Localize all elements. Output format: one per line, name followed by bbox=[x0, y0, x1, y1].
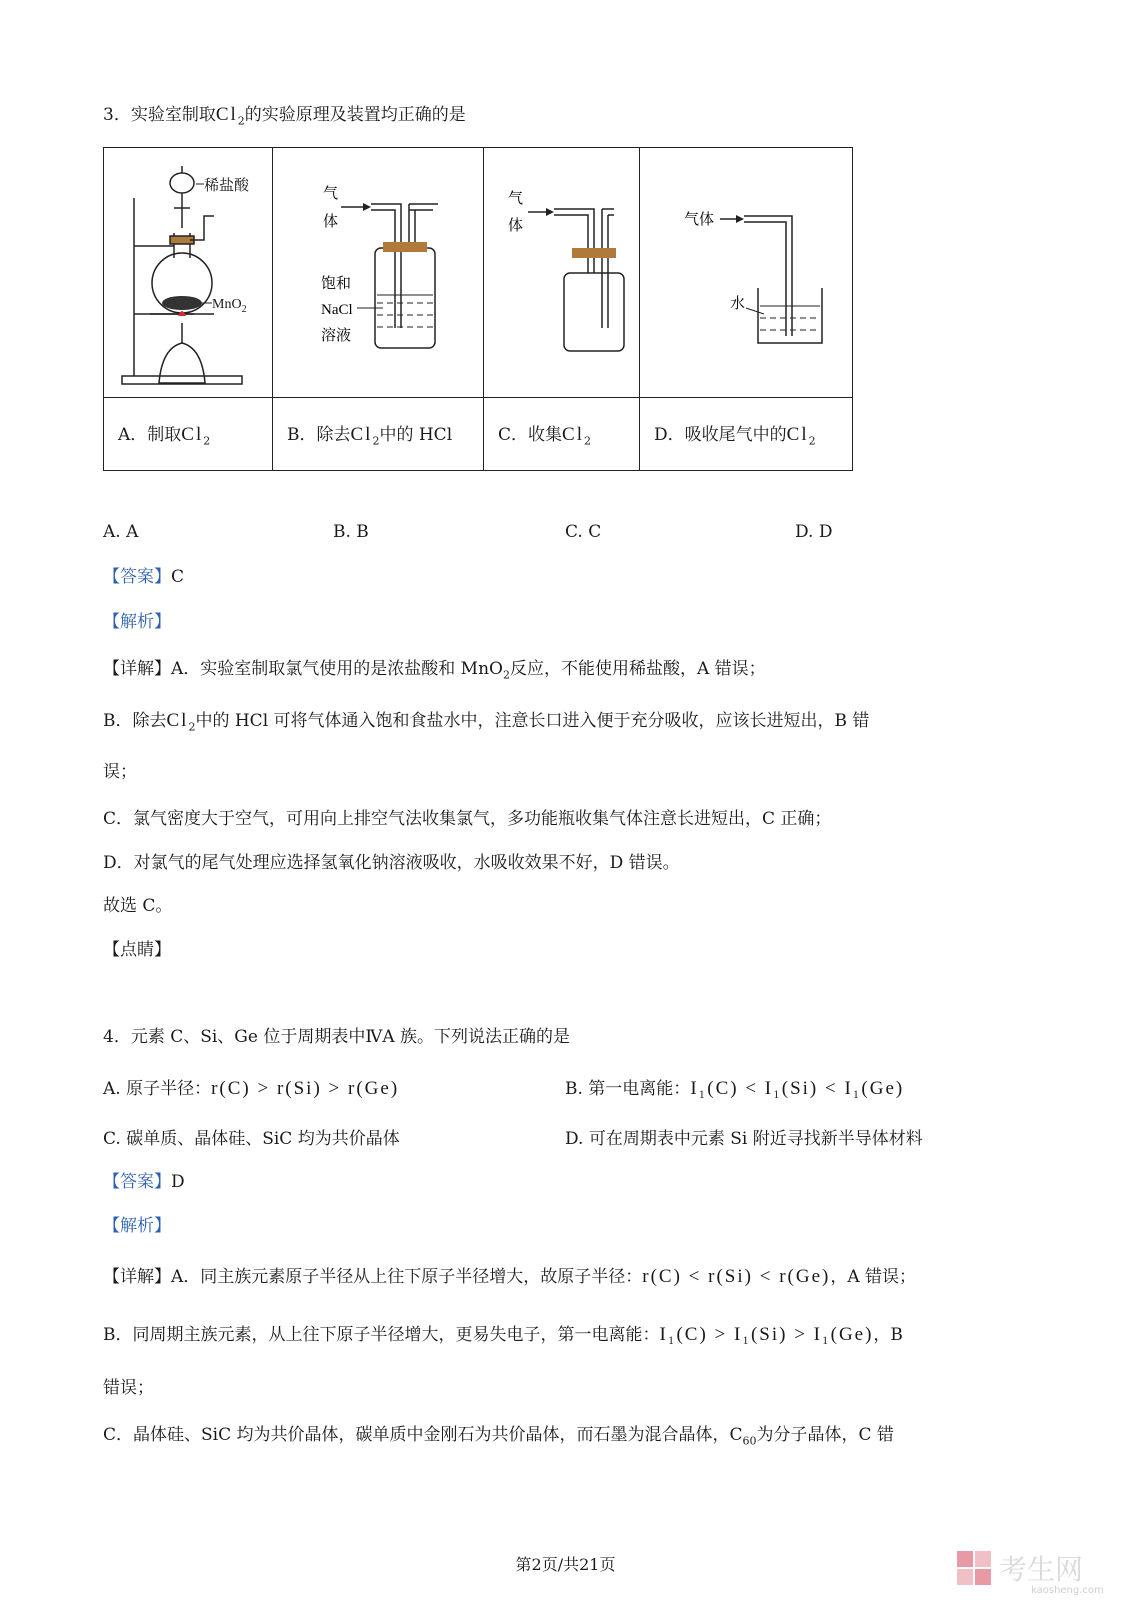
q3-detail-b: B．除去$Cl_2$中的 HCl 可将气体通入饱和食盐水中，注意长口进入便于充分吸收，应该长进短出，B 错 bbox=[103, 710, 870, 734]
caption-a: A．制取$Cl_2$ bbox=[104, 398, 273, 471]
q4-answer: 【答案】D bbox=[103, 1172, 185, 1192]
q3-option-a: A. A bbox=[103, 522, 139, 542]
fig-a-generator-apparatus bbox=[104, 148, 272, 392]
q3-detail-a: 【详解】A．实验室制取氯气使用的是浓盐酸和 MnO$_2$反应，不能使用稀盐酸，A 错误； bbox=[103, 659, 766, 682]
q3-option-d: D. D bbox=[795, 522, 833, 542]
caption-c: C．收集$Cl_2$ bbox=[484, 398, 640, 471]
label-sat-2: NaCl bbox=[321, 302, 353, 318]
q4-analysis-label: 【解析】 bbox=[103, 1216, 171, 1236]
label-gas-c1: 气 bbox=[508, 191, 524, 207]
label-gas-b2: 体 bbox=[323, 214, 339, 230]
page-footer: 第2页/共21页 bbox=[515, 1555, 616, 1574]
watermark-url: kaosheng.com bbox=[1031, 1585, 1104, 1595]
fig-c-collection-bottle bbox=[484, 148, 639, 392]
fig-c-cell bbox=[484, 148, 640, 398]
q3-analysis-label: 【解析】 bbox=[103, 612, 171, 632]
q4-option-b: B. 第一电离能：I₁(C) < I₁(Si) < I₁(Ge) bbox=[565, 1078, 905, 1099]
q4-title: 4．元素 C、Si、Ge 位于周期表中ⅣA 族。下列说法正确的是 bbox=[103, 1027, 571, 1047]
caption-d: D．吸收尾气中的$Cl_2$ bbox=[640, 398, 853, 471]
q3-comment-label: 【点睛】 bbox=[103, 940, 171, 960]
fig-d-cell bbox=[640, 148, 853, 398]
q3-detail-d: D．对氯气的尾气处理应选择氢氧化钠溶液吸收，水吸收效果不好，D 错误。 bbox=[103, 853, 680, 873]
watermark-brand: 考生网 bbox=[999, 1553, 1084, 1586]
label-water: 水 bbox=[730, 296, 746, 312]
q4-detail-b: B．同周期主族元素，从上往下原子半径增大，更易失电子，第一电离能：I₁(C) > I₁(Si) > I₁(Ge)，B bbox=[103, 1324, 903, 1345]
label-gas-d: 气体 bbox=[684, 212, 715, 228]
q4-detail-a: 【详解】A．同主族元素原子半径从上往下原子半径增大，故原子半径：r(C) < r(Si) < r(Ge)，A 错误； bbox=[103, 1266, 917, 1287]
q3-title: 3．实验室制取$Cl_2$的实验原理及装置均正确的是 bbox=[103, 104, 466, 128]
kaosheng-logo-icon bbox=[955, 1545, 1125, 1595]
q4-option-a: A. 原子半径：r(C) > r(Si) > r(Ge) bbox=[103, 1078, 400, 1099]
label-gas-c2: 体 bbox=[508, 218, 524, 234]
watermark-logo bbox=[955, 1545, 1125, 1600]
q4-option-c: C. 碳单质、晶体硅、SiC 均为共价晶体 bbox=[103, 1129, 400, 1149]
q3-apparatus-table bbox=[103, 147, 853, 471]
fig-d-absorption-beaker bbox=[640, 148, 852, 392]
q3-answer: 【答案】C bbox=[103, 567, 185, 587]
q3-detail-b-cont: 误； bbox=[103, 762, 137, 782]
q4-detail-b-cont: 错误； bbox=[103, 1378, 154, 1398]
q4-detail-c: C．晶体硅、SiC 均为共价晶体，碳单质中金刚石为共价晶体，而石墨为混合晶体，$C_{60}$为分子晶体，C 错 bbox=[103, 1425, 894, 1448]
fig-a-cell bbox=[104, 148, 273, 398]
q3-option-b: B. B bbox=[333, 522, 369, 542]
label-sat-3: 溶液 bbox=[321, 328, 352, 344]
q3-conclusion: 故选 C。 bbox=[103, 896, 173, 916]
label-gas-b1: 气 bbox=[323, 186, 339, 202]
fig-b-cell bbox=[273, 148, 484, 398]
label-dilute-hcl: 稀盐酸 bbox=[204, 178, 250, 194]
q3-option-c: C. C bbox=[565, 522, 602, 542]
fig-b-wash-bottle bbox=[273, 148, 483, 392]
q4-option-d: D. 可在周期表中元素 Si 附近寻找新半导体材料 bbox=[565, 1129, 923, 1149]
label-mno2: MnO$_2$ bbox=[212, 297, 247, 315]
q3-detail-c: C．氯气密度大于空气，可用向上排空气法收集氯气，多功能瓶收集气体注意长进短出，C 正确； bbox=[103, 809, 832, 829]
caption-b: B．除去$Cl_2$中的 HCl bbox=[273, 398, 484, 471]
label-sat-1: 饱和 bbox=[321, 276, 352, 292]
